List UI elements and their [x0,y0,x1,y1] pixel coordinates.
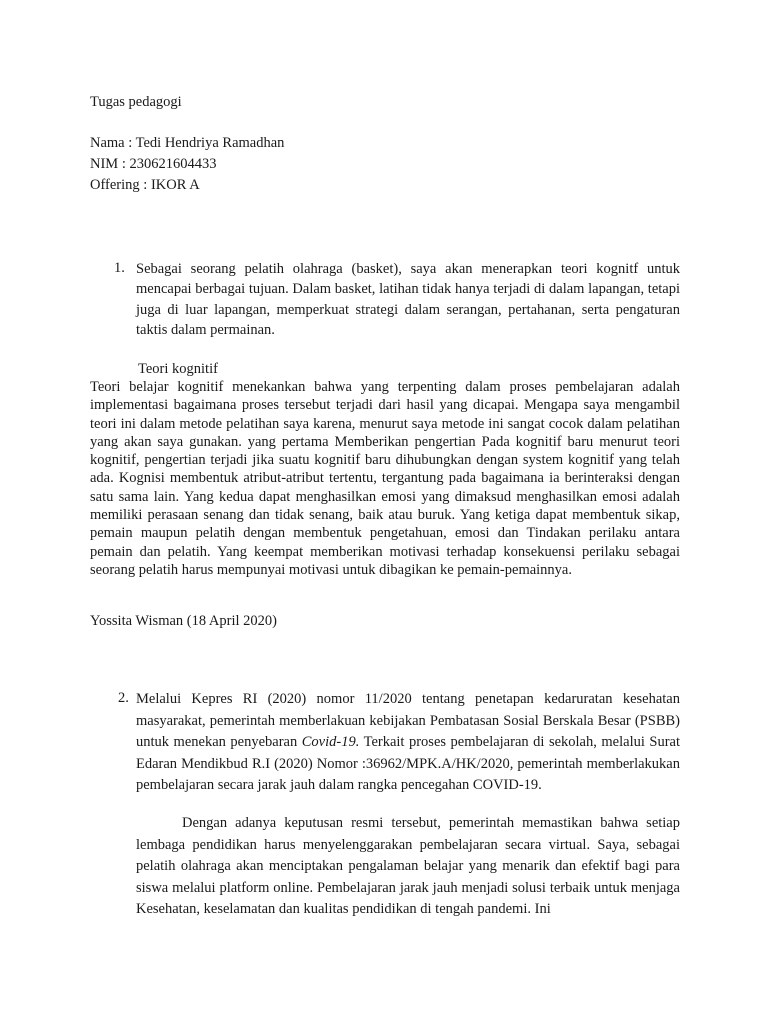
item-2-text [136,689,680,797]
paragraph-3: Dengan adanya keputusan resmi tersebut, pemerintah memastikan bahwa setiap lembaga pendidikan harus menyelenggarakan pembelajaran secara virtual. Saya, sebagai pelatih olahraga akan menciptakan pengalaman belajar yang menarik dan efektif bagi para siswa melalui platform online. Pembelajaran jarak jauh menjadi solusi terbaik untuk menjaga Kesehatan, keselamatan dan kualitas pendidikan di tengah pandemi. Ini [136,815,680,918]
student-name: Nama : Tedi Hendriya Ramadhan [90,135,285,151]
citation: Yossita Wisman (18 April 2020) [90,613,277,629]
item-2-number: 2. [118,690,129,706]
item-1-text: Sebagai seorang pelatih olahraga (basket), saya akan menerapkan teori kognitf untuk mencapai berbagai tujuan. Dalam basket, latihan tidak hanya terjadi di dalam lapangan, tetapi juga di luar lapangan, memperkuat strategi dalam serangan, pertahanan, serta pengaturan taktis dalam permainan. [136,261,680,338]
item-2-text-part-2: Terkait proses pembelajaran di sekolah, melalui Surat Edaran Mendikbud R.I (2020) Nomor :36962/MPK.A/HK/2020, pemerintah memberlakukan pembelajaran secara jarak jauh dalam rangka pencegahan COVID-19. [136,734,680,793]
item-1-number: 1. [114,260,125,276]
student-nim: NIM : 230621604433 [90,156,217,172]
student-offering: Offering : IKOR A [90,177,200,193]
document-title: Tugas pedagogi [90,94,182,110]
section-heading: Teori kognitif [138,361,218,377]
item-2-text-part-1: Melalui Kepres RI (2020) nomor 11/2020 tentang penetapan kedaruratan kesehatan masyarakat, pemerintah memberlakuan kebijakan Pembatasan Sosial Berskala Besar (PSBB) untuk menekan penyebaran [136,691,680,750]
theory-paragraph: Teori belajar kognitif menekankan bahwa yang terpenting dalam proses pembelajaran adalah implementasi bagaimana proses tersebut terjadi dari hasil yang dicapai. Mengapa saya mengambil teori ini dalam metode pelatihan saya karena, menurut saya metode ini sangat cocok dalam pelatihan yang akan saya gunakan. yang pertama Memberikan pengertian Pada kognitif baru menurut teori kognitif, pengertian terjadi jika suatu kognitif baru dihubungkan dengan system kognitif yang telah ada. Kognisi membentuk atribut-atribut tertentu, tergantung pada bagaimana ia berinteraksi dengan satu sama lain. Yang kedua dapat menghasilkan emosi yang dimaksud menghasilkan emosi adalah memiliki perasaan senang dan tidak senang, baik atau buruk. Yang ketiga dapat membentuk sikap, pemain maupun pelatih dengan membentuk pengetahuan, emosi dan Tindakan perilaku antara pemain dan pelatih. Yang keempat memberikan motivasi terhadap konsekuensi perilaku sebagai seorang pelatih harus mempunyai motivasi untuk dibagikan ke pemain-pemainnya. [90,379,680,578]
item-2-italic-term: Covid-19. [301,734,360,750]
